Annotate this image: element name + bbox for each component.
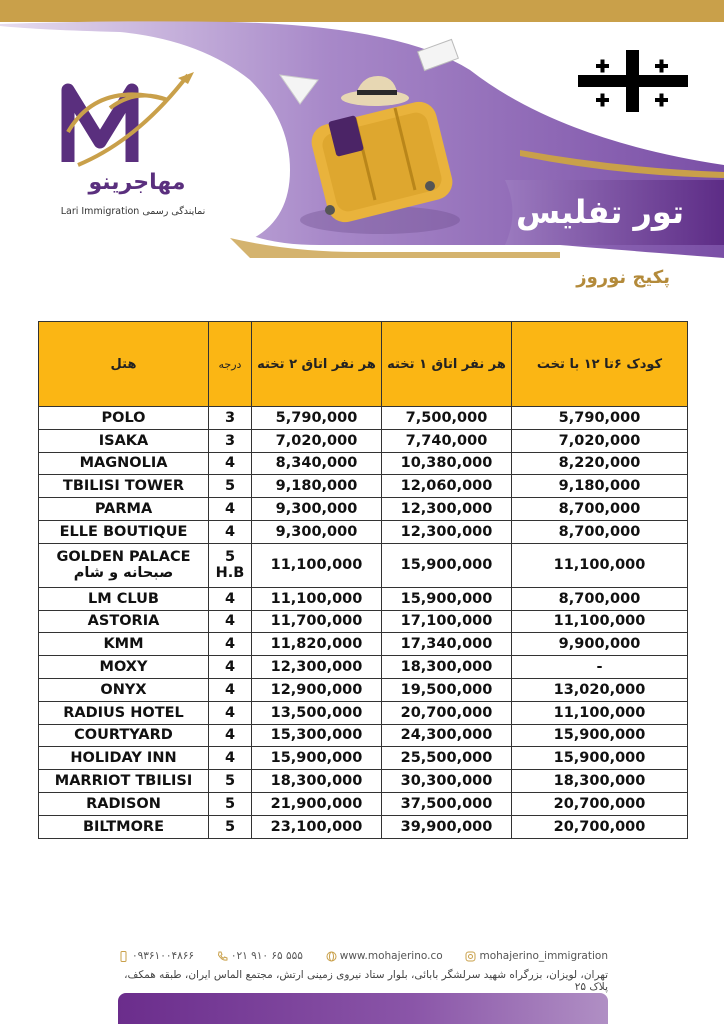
cell-child [512, 747, 688, 770]
table-row [39, 475, 688, 498]
cell-grade [209, 633, 252, 656]
footer-bar [118, 993, 608, 1024]
table-row [39, 724, 688, 747]
cell-grade-value: 4 [224, 659, 236, 676]
cell-grade [209, 815, 252, 838]
cell-grade [209, 792, 252, 815]
cell-child-value: 15,900,000 [553, 727, 646, 744]
cell-double-room-value: 9,300,000 [275, 501, 358, 518]
cell-hotel-value: HOLIDAY INN [70, 750, 177, 767]
cell-single-room-value: 15,900,000 [400, 590, 493, 607]
table-row [39, 701, 688, 724]
cell-double-room-value: 15,300,000 [270, 727, 363, 744]
cell-double-room [252, 747, 382, 770]
cell-double-room [252, 610, 382, 633]
cell-hotel-value: MAGNOLIA [79, 455, 168, 472]
cell-child [512, 543, 688, 587]
cell-grade-value: 4 [224, 636, 236, 653]
cell-hotel-value: LM CLUB [88, 590, 159, 607]
cell-child [512, 587, 688, 610]
cell-single-room-value: 12,060,000 [400, 478, 493, 495]
cell-single-room-value: 25,500,000 [400, 750, 493, 767]
cell-hotel [39, 543, 209, 587]
globe-icon [326, 951, 337, 962]
footer-instagram[interactable] [465, 950, 608, 962]
table-row [39, 678, 688, 701]
cell-double-room-value: 12,300,000 [270, 659, 363, 676]
cell-double-room [252, 701, 382, 724]
cell-double-room-value: 5,790,000 [275, 409, 358, 426]
cell-hotel-value: MOXY [99, 659, 148, 676]
cell-child-value: 9,900,000 [558, 636, 641, 653]
cell-double-room [252, 633, 382, 656]
cell-single-room-value: 19,500,000 [400, 681, 493, 698]
cell-single-room-value: 10,380,000 [400, 455, 493, 472]
cell-child [512, 656, 688, 679]
cell-child-value: - [596, 659, 603, 676]
cell-hotel-value: MARRIOT TBILISI [54, 773, 193, 790]
cell-single-room-value: 37,500,000 [400, 795, 493, 812]
cell-double-room [252, 520, 382, 543]
cell-hotel [39, 407, 209, 430]
brand-subtitle-fa: نمایندگی رسمی [142, 206, 206, 217]
cell-grade-value: 3 [224, 432, 236, 449]
cell-grade-value: 3 [224, 409, 236, 426]
cell-double-room [252, 656, 382, 679]
table-row [39, 633, 688, 656]
cell-double-room [252, 475, 382, 498]
cell-child-value: 11,100,000 [553, 704, 646, 721]
cell-hotel [39, 678, 209, 701]
cell-child-value: 11,100,000 [553, 613, 646, 630]
table-row [39, 429, 688, 452]
instagram-handle[interactable]: mohajerino_immigration [479, 950, 608, 962]
cell-hotel-value: POLO [101, 409, 146, 426]
cell-child [512, 520, 688, 543]
cell-grade-note: H.B [215, 565, 245, 582]
cell-hotel-value: RADIUS HOTEL [63, 704, 184, 721]
cell-double-room-value: 9,300,000 [275, 523, 358, 540]
footer-mobile [118, 950, 194, 962]
cell-double-room-value: 13,500,000 [270, 704, 363, 721]
mobile-icon [118, 951, 129, 962]
cell-child-value: 8,220,000 [558, 455, 641, 472]
cell-child-value: 8,700,000 [558, 523, 641, 540]
cell-double-room [252, 543, 382, 587]
cell-double-room [252, 724, 382, 747]
footer-contacts [118, 950, 608, 962]
cell-double-room [252, 792, 382, 815]
table-row [39, 792, 688, 815]
cell-grade [209, 678, 252, 701]
cell-grade-value: 5 [224, 549, 236, 566]
cell-single-room [382, 587, 512, 610]
cell-single-room [382, 429, 512, 452]
cell-single-room [382, 543, 512, 587]
cell-child [512, 633, 688, 656]
cell-single-room-value: 15,900,000 [400, 557, 493, 574]
cell-hotel-value: RADISON [86, 795, 161, 812]
cell-grade-value: 5 [224, 773, 236, 790]
cell-child-value: 5,790,000 [558, 409, 641, 426]
cell-single-room [382, 407, 512, 430]
cell-single-room-value: 18,300,000 [400, 659, 493, 676]
cell-double-room-value: 18,300,000 [270, 773, 363, 790]
cell-grade [209, 452, 252, 475]
cell-double-room [252, 587, 382, 610]
cell-double-room-value: 11,820,000 [270, 636, 363, 653]
cell-grade-value: 4 [224, 455, 236, 472]
cell-single-room [382, 701, 512, 724]
cell-single-room-value: 17,340,000 [400, 636, 493, 653]
cell-single-room [382, 815, 512, 838]
cell-single-room-value: 17,100,000 [400, 613, 493, 630]
cell-hotel [39, 770, 209, 793]
cell-grade-value: 4 [224, 523, 236, 540]
cell-child [512, 815, 688, 838]
cell-child [512, 678, 688, 701]
cell-child-value: 20,700,000 [553, 795, 646, 812]
cell-hotel-value: KMM [103, 636, 144, 653]
cell-grade [209, 498, 252, 521]
cell-single-room [382, 452, 512, 475]
cell-grade-value: 4 [224, 704, 236, 721]
cell-grade-value: 4 [224, 501, 236, 518]
brand-name: مهاجرینو [88, 170, 186, 195]
cell-single-room [382, 747, 512, 770]
cell-child-value: 11,100,000 [553, 557, 646, 574]
cell-hotel-value: ASTORIA [87, 613, 160, 630]
cell-double-room-value: 11,700,000 [270, 613, 363, 630]
cell-double-room-value: 9,180,000 [275, 478, 358, 495]
header-double-room: هر نفر اتاق ۲ تخته [252, 322, 382, 407]
table-row [39, 452, 688, 475]
cell-double-room-value: 11,100,000 [270, 557, 363, 574]
cell-double-room [252, 498, 382, 521]
cell-grade-value: 4 [224, 727, 236, 744]
cell-grade [209, 747, 252, 770]
cell-single-room [382, 633, 512, 656]
cell-double-room-value: 7,020,000 [275, 432, 358, 449]
cell-child-value: 8,700,000 [558, 590, 641, 607]
cell-double-room-value: 15,900,000 [270, 750, 363, 767]
footer-phone [217, 950, 303, 962]
cell-single-room [382, 724, 512, 747]
cell-hotel-value: PARMA [94, 501, 153, 518]
cell-grade [209, 770, 252, 793]
brand-subtitle [38, 206, 228, 217]
cell-grade [209, 520, 252, 543]
cell-hotel-value: ISAKA [98, 432, 149, 449]
cell-child [512, 792, 688, 815]
cell-hotel [39, 747, 209, 770]
cell-double-room-value: 8,340,000 [275, 455, 358, 472]
instagram-icon [465, 951, 476, 962]
table-row [39, 610, 688, 633]
cell-child-value: 7,020,000 [558, 432, 641, 449]
cell-hotel [39, 587, 209, 610]
cell-child [512, 407, 688, 430]
cell-hotel-note: صبحانه و شام [73, 565, 174, 582]
cell-hotel-value: GOLDEN PALACE [56, 549, 191, 566]
table-row [39, 747, 688, 770]
mobile-number: ۰۹۳۶۱۰۰۴۸۶۶ [132, 950, 195, 962]
cell-single-room-value: 30,300,000 [400, 773, 493, 790]
cell-grade [209, 475, 252, 498]
cell-double-room [252, 678, 382, 701]
tour-title: تور تفلیس [515, 193, 684, 231]
table-row [39, 498, 688, 521]
cell-hotel-value: BILTMORE [82, 818, 164, 835]
footer-website[interactable] [326, 950, 443, 962]
cell-grade-value: 5 [224, 795, 236, 812]
cell-double-room-value: 11,100,000 [270, 590, 363, 607]
cell-hotel [39, 701, 209, 724]
table-header-row [39, 322, 688, 407]
cell-hotel [39, 815, 209, 838]
cell-single-room [382, 678, 512, 701]
cell-hotel [39, 724, 209, 747]
package-title: پکیج نوروز [576, 267, 670, 288]
cell-grade [209, 724, 252, 747]
brand-subtitle-en: Lari Immigration [60, 206, 140, 217]
cell-double-room [252, 452, 382, 475]
cell-double-room-value: 12,900,000 [270, 681, 363, 698]
page-header [0, 0, 724, 258]
cell-double-room [252, 407, 382, 430]
header-single-room: هر نفر اتاق ۱ تخته [382, 322, 512, 407]
cell-hotel [39, 792, 209, 815]
cell-double-room [252, 770, 382, 793]
phone-number: ۰۲۱ ۹۱۰ ۶۵ ۵۵۵ [230, 950, 303, 962]
cell-grade [209, 656, 252, 679]
cell-child [512, 429, 688, 452]
cell-double-room [252, 815, 382, 838]
cell-grade [209, 543, 252, 587]
cell-single-room [382, 656, 512, 679]
cell-single-room-value: 12,300,000 [400, 501, 493, 518]
cell-hotel-value: TBILISI TOWER [62, 478, 185, 495]
table-row [39, 520, 688, 543]
cell-single-room-value: 20,700,000 [400, 704, 493, 721]
cell-single-room [382, 520, 512, 543]
website-link[interactable]: www.mohajerino.co [339, 950, 443, 962]
cell-grade [209, 610, 252, 633]
cell-hotel [39, 610, 209, 633]
cell-single-room-value: 7,500,000 [405, 409, 488, 426]
cell-hotel-value: ONYX [100, 681, 147, 698]
cell-child [512, 498, 688, 521]
cell-child [512, 724, 688, 747]
cell-child [512, 770, 688, 793]
cell-single-room-value: 24,300,000 [400, 727, 493, 744]
cell-child-value: 18,300,000 [553, 773, 646, 790]
cell-grade-value: 4 [224, 750, 236, 767]
cell-grade [209, 407, 252, 430]
cell-child [512, 701, 688, 724]
cell-double-room-value: 21,900,000 [270, 795, 363, 812]
cell-child [512, 452, 688, 475]
cell-child-value: 9,180,000 [558, 478, 641, 495]
cell-hotel-value: ELLE BOUTIQUE [59, 523, 188, 540]
table-row [39, 770, 688, 793]
cell-child-value: 13,020,000 [553, 681, 646, 698]
table-row [39, 656, 688, 679]
cell-grade [209, 587, 252, 610]
cell-child-value: 15,900,000 [553, 750, 646, 767]
table-row [39, 543, 688, 587]
header-child-with-bed: کودک ۶تا ۱۲ با تخت [512, 322, 688, 407]
footer-address: تهران، لویزان، بزرگراه شهید سرلشگر بابائی، بلوار ستاد نیروی زمینی ارتش، مجتمع الماس ایران، طبقه همکف، پلاک ۲۵ [124, 969, 608, 993]
cell-child-value: 20,700,000 [553, 818, 646, 835]
cell-grade-value: 4 [224, 590, 236, 607]
cell-child [512, 475, 688, 498]
table-row [39, 815, 688, 838]
table-row [39, 587, 688, 610]
cell-grade-value: 4 [224, 613, 236, 630]
cell-single-room [382, 610, 512, 633]
cell-double-room [252, 429, 382, 452]
cell-hotel [39, 429, 209, 452]
cell-single-room [382, 792, 512, 815]
header-grade: درجه [209, 322, 252, 407]
cell-hotel [39, 656, 209, 679]
cell-single-room [382, 475, 512, 498]
phone-icon [217, 951, 228, 962]
cell-grade [209, 701, 252, 724]
price-table [38, 321, 688, 839]
cell-double-room-value: 23,100,000 [270, 818, 363, 835]
cell-single-room [382, 498, 512, 521]
cell-grade-value: 5 [224, 478, 236, 495]
cell-hotel [39, 452, 209, 475]
table-row [39, 407, 688, 430]
cell-hotel [39, 475, 209, 498]
cell-hotel-value: COURTYARD [74, 727, 173, 744]
cell-single-room-value: 12,300,000 [400, 523, 493, 540]
header-hotel: هتل [39, 322, 209, 407]
cell-hotel [39, 633, 209, 656]
cell-grade [209, 429, 252, 452]
cell-hotel [39, 520, 209, 543]
cell-child [512, 610, 688, 633]
cell-single-room-value: 7,740,000 [405, 432, 488, 449]
cell-hotel [39, 498, 209, 521]
cell-grade-value: 4 [224, 681, 236, 698]
cell-single-room [382, 770, 512, 793]
cell-grade-value: 5 [224, 818, 236, 835]
cell-child-value: 8,700,000 [558, 501, 641, 518]
cell-single-room-value: 39,900,000 [400, 818, 493, 835]
